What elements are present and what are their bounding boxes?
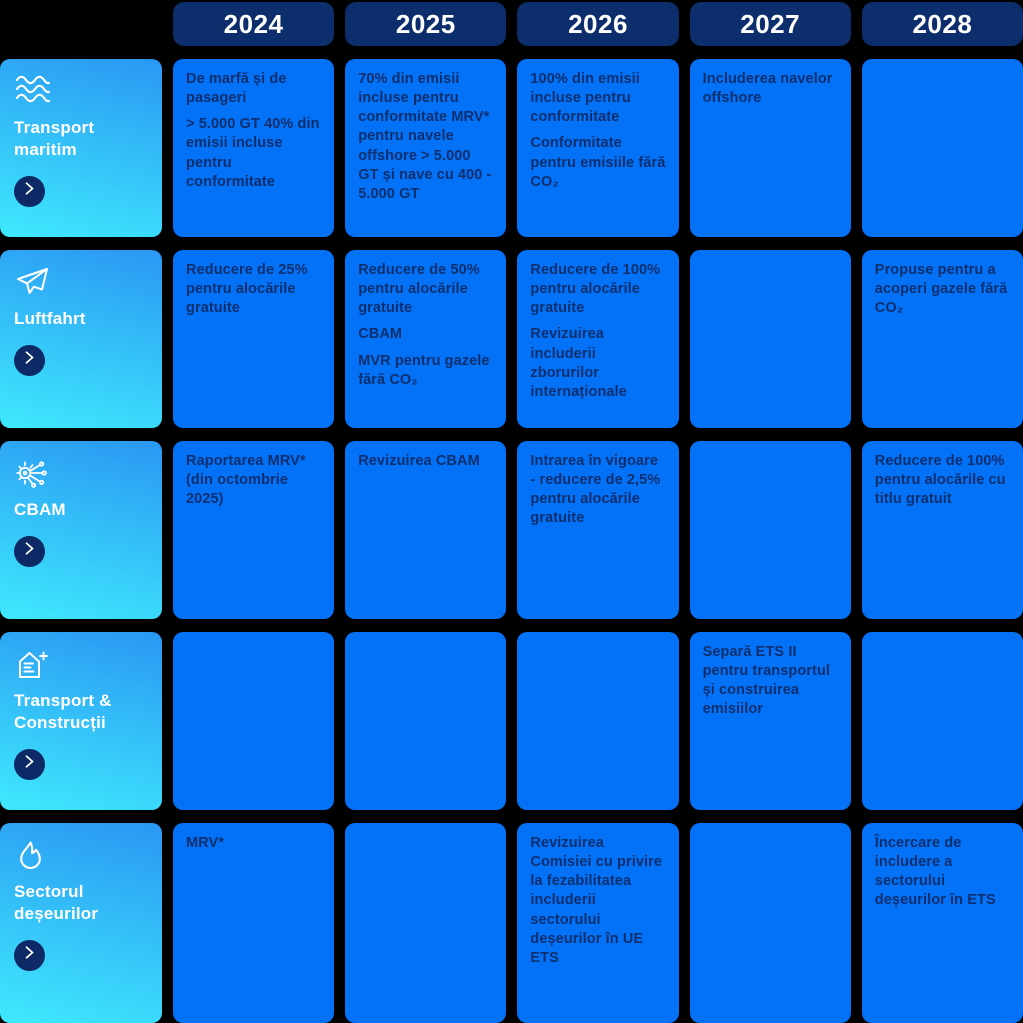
timeline-cell-transport-maritim-2024 <box>173 59 334 237</box>
timeline-cell-cbam-2026 <box>517 441 678 619</box>
timeline-cell-transport-maritim-2026 <box>517 59 678 237</box>
year-header-2024: 2024 <box>173 2 334 46</box>
cell-text: CBAM <box>358 326 403 343</box>
sector-card-cbam[interactable] <box>0 441 162 619</box>
timeline-cell-transport-maritim-2028 <box>862 59 1023 237</box>
year-header-2026: 2026 <box>517 2 678 46</box>
sector-expand-button[interactable] <box>14 176 45 207</box>
cell-text: Reducere de 100% pentru alocările gratuite <box>530 262 661 317</box>
chevron-right-icon <box>23 945 36 965</box>
timeline-cell-luftfahrt-2024 <box>173 250 334 428</box>
chevron-right-icon <box>23 181 36 201</box>
cell-text: Reducere de 25% pentru alocările gratuite <box>186 262 308 317</box>
sector-label: Luftfahrt <box>14 309 86 328</box>
cell-text: Revizuirea CBAM <box>358 453 480 469</box>
chevron-right-icon <box>23 541 36 561</box>
sector-expand-button[interactable] <box>14 749 45 780</box>
cell-text: Revizuirea Comisiei cu privire la fezabilitatea includerii sectorului deșeurilor în UE ETS <box>530 835 663 966</box>
timeline-cell-transport-maritim-2025 <box>345 59 506 237</box>
cell-text: Încercare de includere a sectorului deșeurilor în ETS <box>874 835 996 909</box>
timeline-cell-sectorul-de-eurilor-2024 <box>173 823 334 1023</box>
timeline-cell-sectorul-de-eurilor-2025 <box>345 823 506 1023</box>
sector-expand-button[interactable] <box>14 940 45 971</box>
cell-text: Raportarea MRV* (din octombrie 2025) <box>186 453 306 508</box>
timeline-cell-sectorul-de-eurilor-2028 <box>862 823 1023 1023</box>
timeline-cell-transport-construc-ii-2025 <box>345 632 506 810</box>
timeline-cell-luftfahrt-2027 <box>690 250 851 428</box>
plane-icon <box>14 265 148 299</box>
year-header-2025: 2025 <box>345 2 506 46</box>
sector-card-transport-construc-ii[interactable] <box>0 632 162 810</box>
sector-card-transport-maritim[interactable] <box>0 59 162 237</box>
timeline-cell-cbam-2025 <box>345 441 506 619</box>
timeline-cell-cbam-2028 <box>862 441 1023 619</box>
cell-text: > 5.000 GT 40% din emisii incluse pentru conformitate <box>186 116 320 190</box>
sector-card-sectorul-de-eurilor[interactable] <box>0 823 162 1023</box>
cell-text: 70% din emisii incluse pentru conformitate MRV* pentru navele offshore > 5.000 GT și nave cu 400 - 5.000 GT <box>358 71 492 202</box>
timeline-cell-cbam-2027 <box>690 441 851 619</box>
building-chart-plus-icon <box>14 647 148 681</box>
year-header-2028: 2028 <box>862 2 1023 46</box>
cell-text: Reducere de 50% pentru alocările gratuite <box>358 262 480 317</box>
sector-label: Transport maritim <box>14 118 95 159</box>
cell-text: Revizuirea includerii zborurilor internaționale <box>530 326 627 400</box>
timeline-cell-sectorul-de-eurilor-2027 <box>690 823 851 1023</box>
timeline-cell-cbam-2024 <box>173 441 334 619</box>
sector-expand-button[interactable] <box>14 536 45 567</box>
sector-card-luftfahrt[interactable] <box>0 250 162 428</box>
year-header-2027: 2027 <box>690 2 851 46</box>
timeline-cell-transport-construc-ii-2024 <box>173 632 334 810</box>
timeline-cell-transport-construc-ii-2028 <box>862 632 1023 810</box>
cell-text: Includerea navelor offshore <box>702 71 833 107</box>
cell-text: Propuse pentru a acoperi gazele fără CO₂ <box>874 262 1008 317</box>
timeline-cell-sectorul-de-eurilor-2026 <box>517 823 678 1023</box>
timeline-cell-transport-construc-ii-2027 <box>690 632 851 810</box>
cell-text: Conformitate pentru emisiile fără CO₂ <box>530 135 666 190</box>
timeline-cell-transport-construc-ii-2026 <box>517 632 678 810</box>
header-corner-spacer <box>0 2 162 46</box>
cell-text: MVR pentru gazele fără CO₂ <box>358 352 490 388</box>
flame-icon <box>14 838 148 872</box>
waves-icon <box>14 74 148 108</box>
cell-text: Reducere de 100% pentru alocările cu titlu gratuit <box>874 453 1006 508</box>
chevron-right-icon <box>23 754 36 774</box>
cell-text: MRV* <box>186 835 225 851</box>
sector-label: CBAM <box>14 500 66 519</box>
sector-label: Transport & Construcții <box>14 691 112 732</box>
sector-label: Sectorul deșeurilor <box>14 882 99 923</box>
timeline-cell-luftfahrt-2028 <box>862 250 1023 428</box>
cell-text: Separă ETS II pentru transportul și construirea emisiilor <box>702 644 831 718</box>
sector-expand-button[interactable] <box>14 345 45 376</box>
gear-circuit-icon <box>14 456 148 490</box>
timeline-cell-luftfahrt-2025 <box>345 250 506 428</box>
cell-text: 100% din emisii incluse pentru conformitate <box>530 71 640 126</box>
chevron-right-icon <box>23 350 36 370</box>
cell-text: Intrarea în vigoare - reducere de 2,5% pentru alocările gratuite <box>530 453 661 527</box>
timeline-cell-luftfahrt-2026 <box>517 250 678 428</box>
cell-text: De marfă și de pasageri <box>186 71 287 107</box>
timeline-cell-transport-maritim-2027 <box>690 59 851 237</box>
